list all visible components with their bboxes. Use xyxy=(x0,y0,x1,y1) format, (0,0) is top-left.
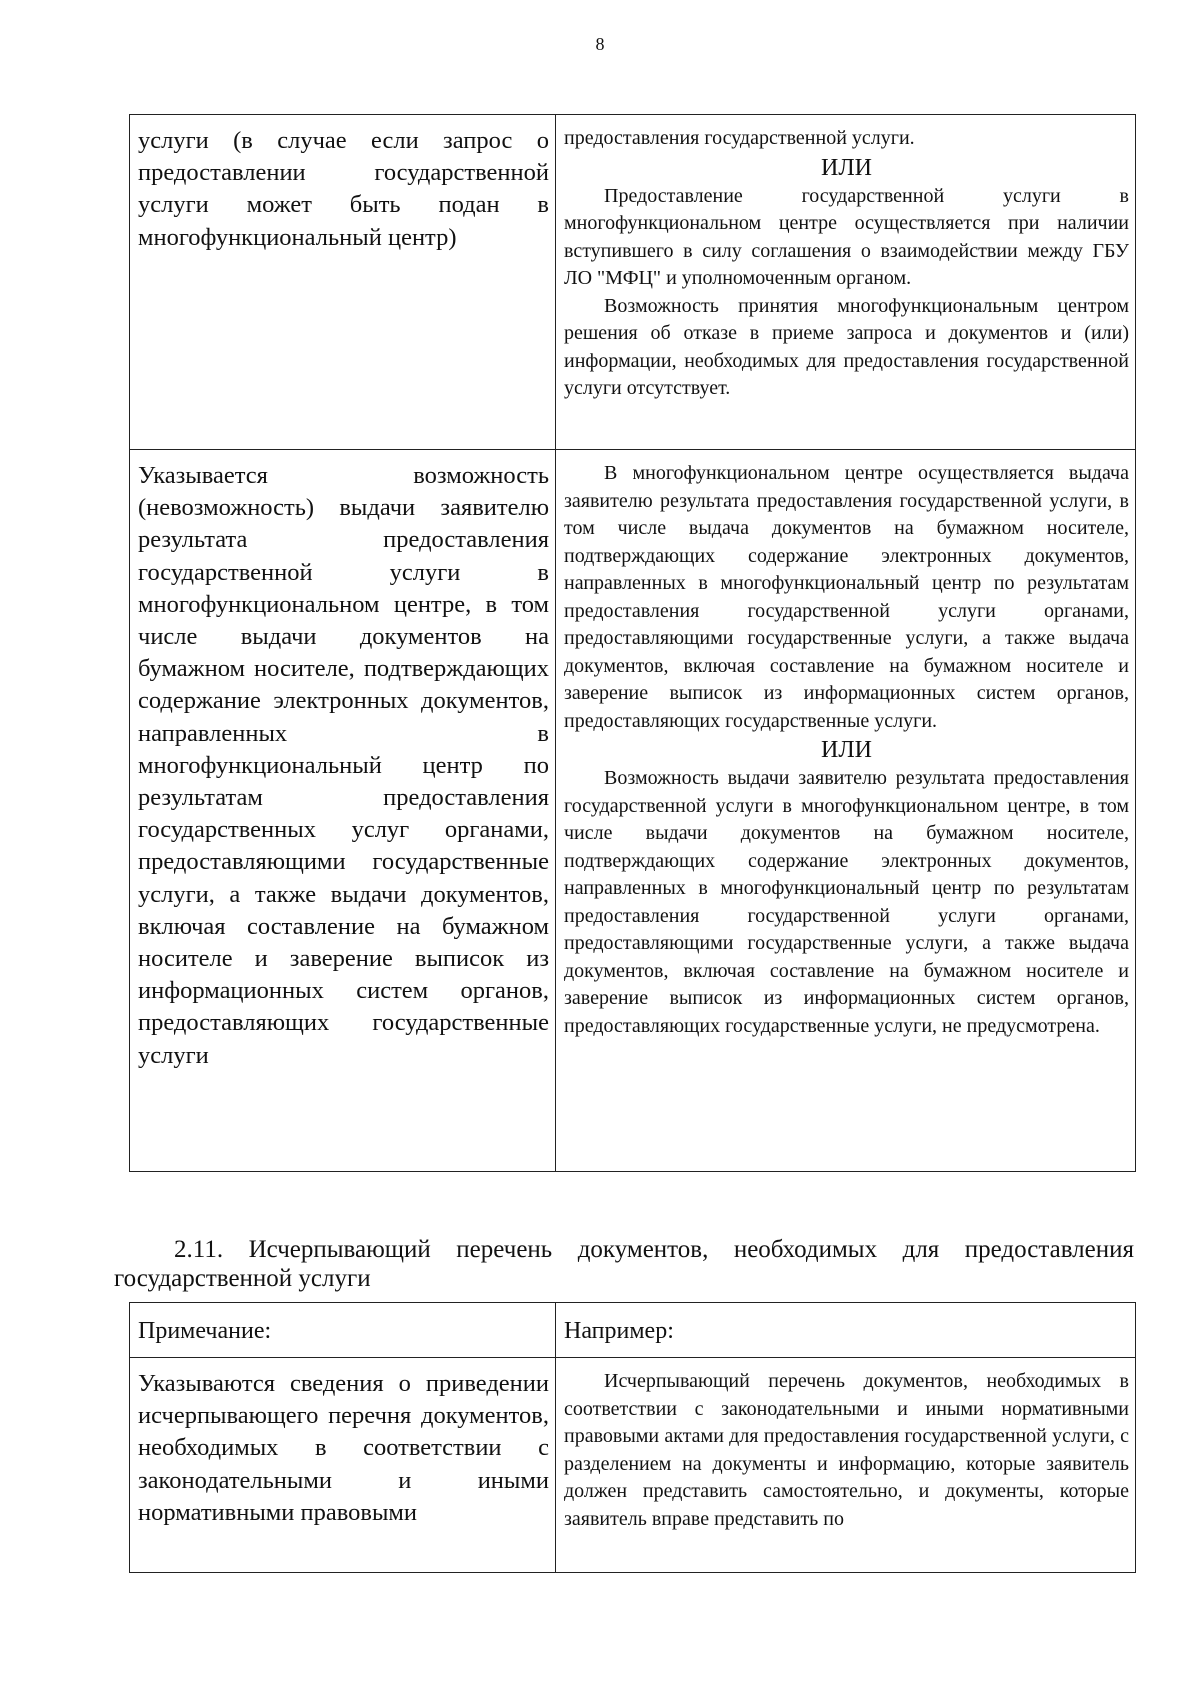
table-cell-left: услуги (в случае если запрос о предоставлении государственной услуги может быть подан в многофункциональный центр) xyxy=(130,115,556,450)
paragraph: Исчерпывающий перечень документов, необходимых в соответствии с законодательными и иными нормативными правовыми актами для предоставления государственной услуги, с разделением на документы и информацию, которые заявитель должен представить самостоятельно, и документы, которые заявитель вправе представить по xyxy=(564,1370,1129,1530)
paragraph: Предоставление государственной услуги в многофункциональном центре осуществляется при наличии вступившего в силу соглашения о взаимодействии между ГБУ ЛО "МФЦ" и уполномоченным органом. xyxy=(564,184,1129,289)
table-cell-right xyxy=(556,1358,1136,1573)
table-row xyxy=(130,1358,1136,1573)
paragraph: предоставления государственной услуги. xyxy=(564,127,915,149)
documents-table xyxy=(129,1302,1136,1573)
table-cell-left: Указывается возможность (невозможность) выдачи заявителю результата предоставления государственной услуги в многофункциональном центре, в том числе выдачи документов на бумажном носителе, подтверждающих содержание электронных документов, направленных в многофункциональный центр по результатам предоставления государственных услуг органами, предоставляющими государственные услуги, а также выдачи документов, включая составление на бумажном носителе и заверение выписок из информационных систем органов, предоставляющих государственные услуги xyxy=(130,450,556,1172)
table-cell-right xyxy=(556,115,1136,450)
section-heading: 2.11. Исчерпывающий перечень документов, необходимых для предоставления государственной услуги xyxy=(114,1236,1134,1292)
header-cell-note: Примечание: xyxy=(130,1303,556,1358)
or-separator: ИЛИ xyxy=(821,154,872,181)
table-cell-right xyxy=(556,450,1136,1172)
paragraph: Возможность принятия многофункциональным центром решения об отказе в приеме запроса и документов и (или) информации, необходимых для предоставления государственной услуги отсутствует. xyxy=(564,294,1129,399)
or-separator: ИЛИ xyxy=(821,737,872,763)
paragraph: Возможность выдачи заявителю результата предоставления государственной услуги в многофункциональном центре, в том числе выдачи документов на бумажном носителе, подтверждающих содержание электронных документов, направленных в многофункциональный центр по результатам предоставления государственной услуги органами, предоставляющими государственные услуги, а также выдача документов, включая составление на бумажном носителе и заверение выписок из информационных систем органов, предоставляющих государственные услуги, не предусмотрена. xyxy=(564,767,1129,1037)
header-cell-example: Например: xyxy=(556,1303,1136,1358)
table-row xyxy=(130,115,1136,450)
paragraph: В многофункциональном центре осуществляется выдача заявителю результата предоставления государственной услуги, в том числе выдача документов на бумажном носителе, подтверждающих содержание электронных документов, направленных в многофункциональный центр по результатам предоставления государственной услуги органами, предоставляющими государственные услуги, а также выдача документов, включая составление на бумажном носителе и заверение выписок из информационных систем органов, предоставляющих государственные услуги. xyxy=(564,462,1129,732)
table-row xyxy=(130,450,1136,1172)
table-header-row xyxy=(130,1303,1136,1358)
requirements-table xyxy=(129,114,1136,1172)
table-cell-left: Указываются сведения о приведении исчерпывающего перечня документов, необходимых в соответствии с законодательными и иными нормативными правовыми xyxy=(130,1358,556,1573)
page-number: 8 xyxy=(595,34,605,54)
